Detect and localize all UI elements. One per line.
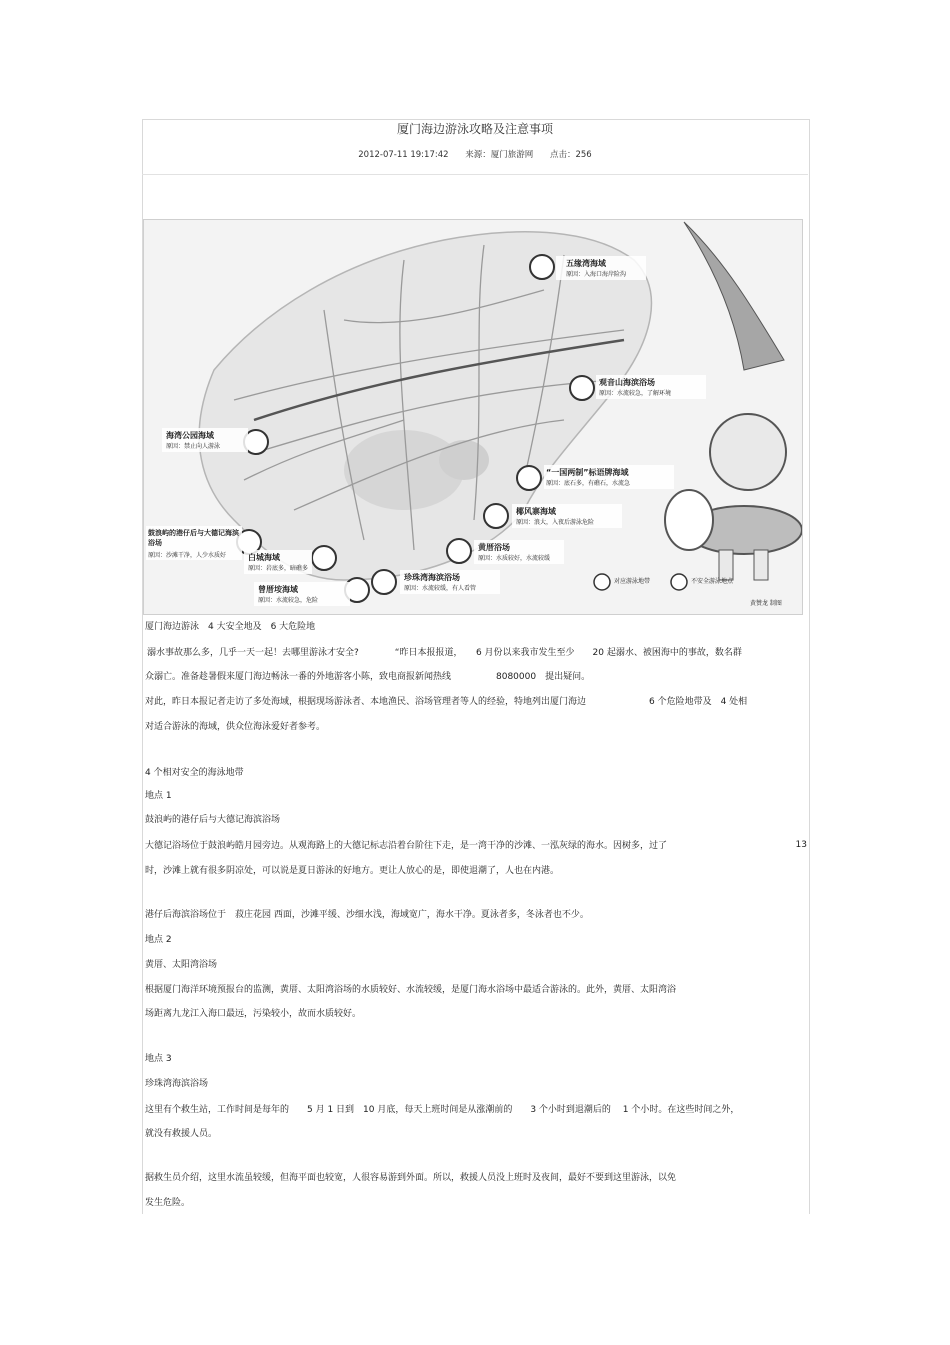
article-date: 2012-07-11 19:17:42 xyxy=(358,150,449,160)
map-sub-yiguoliangzhi: 原因：底石多，有礁石，水流急 xyxy=(546,480,631,487)
map-sub-haiwan: 原因：禁止向人游泳 xyxy=(166,443,221,450)
location-3-paragraph-1-line-1: 这里有个救生站，工作时间是每年的 5 月 1 日到 10 月底，每天上班时间是从涨潮前的 3 个小时到退潮后的 1 个小时。在这些时间之外， xyxy=(145,1105,740,1115)
location-2-paragraph-line-1: 根据厦门海洋环境预报台的监测，黄厝、太阳湾浴场的水质较好、水流较缓，是厦门海水浴场中最适合游泳的。此外，黄厝、太阳湾浴 xyxy=(145,985,677,995)
map-label-haiwan: 海湾公园海域 xyxy=(166,431,214,440)
map-sub-gulangyu: 原因：沙滩干净，人少水质好 xyxy=(148,552,227,559)
map-label-huangcuo: 黄厝浴场 xyxy=(478,543,510,552)
image-caption: 厦门海边游泳 4 大安全地及 6 大危险地 xyxy=(145,622,316,632)
map-label-gulangyu: 鼓浪屿的港仔后与大德记海滨浴场 xyxy=(148,529,239,547)
article-source: 来源：厦门旅游网 xyxy=(465,150,534,160)
location-3-paragraph-2-line-2: 发生危险。 xyxy=(145,1198,191,1208)
paragraph-2-line-1: 对此，昨日本报记者走访了多处海域，根据现场游泳者、本地渔民、浴场管理者等人的经验，特地列出厦门海边 6 个危险地带及 4 处相 xyxy=(145,697,748,707)
map-sub-yefengzhai: 原因：浪大，入夜后游泳危险 xyxy=(516,519,595,526)
header-divider xyxy=(142,174,808,175)
location-3-name: 珍珠湾海滨浴场 xyxy=(145,1079,209,1089)
map-label-wuyuan: 五缘湾海域 xyxy=(566,259,606,268)
article-meta xyxy=(142,148,808,160)
swimming-map-image xyxy=(143,219,803,615)
location-1-paragraph-1-line-1: 大德记浴场位于鼓浪屿皓月园旁边。从观海路上的大德记标志沿着台阶往下走，是一湾干净的沙滩、一泓灰绿的海水。因树多，过了 xyxy=(145,841,668,851)
map-legend-safe: 对应游泳地带 xyxy=(614,578,651,585)
map-credit: 黄赞龙 制图 xyxy=(750,600,782,607)
map-sub-guanyinshan: 原因：水流较急，了解环境 xyxy=(599,390,672,397)
paragraph-1-line-1: 溺水事故那么多，几乎一天一起！去哪里游泳才安全? “昨日本报报道， 6 月份以来我市发生至少 20 起溺水、被困海中的事故，数名群 xyxy=(147,648,742,658)
map-legend-danger: 不安全游泳地点 xyxy=(691,578,734,585)
map-label-yefengzhai: 椰风寨海域 xyxy=(516,507,556,516)
location-1-paragraph-1-line-2: 时，沙滩上就有很多阴凉处，可以说是夏日游泳的好地方。更让人放心的是，即使退潮了，人也在内港。 xyxy=(145,866,560,876)
map-sub-zhenzhuwan: 原因：水流较缓，有人看管 xyxy=(404,585,477,592)
map-sub-huangcuo: 原因：水质较好，水流较缓 xyxy=(478,555,551,562)
location-3-paragraph-2-line-1: 据救生员介绍，这里水流虽较缓，但海平面也较宽，人很容易游到外面。所以，救援人员没上班时及夜间，最好不要到这里游泳，以免 xyxy=(145,1173,677,1183)
paragraph-1-line-2: 众溺亡。准备趁暑假来厦门海边畅泳一番的外地游客小陈，致电商报新闻热线 8080000 提出疑问。 xyxy=(145,672,591,682)
location-3-paragraph-1-line-2: 就没有救援人员。 xyxy=(145,1129,218,1139)
location-1-label: 地点 1 xyxy=(145,791,172,801)
location-1-name: 鼓浪屿的港仔后与大德记海滨浴场 xyxy=(145,815,281,825)
map-label-yiguoliangzhi: “一国两制”标语牌海域 xyxy=(546,468,629,477)
location-1-number: 13 xyxy=(795,840,807,850)
location-2-label: 地点 2 xyxy=(145,935,172,945)
map-illustration xyxy=(144,220,802,614)
map-label-guanyinshan: 观音山海滨浴场 xyxy=(599,378,655,387)
location-1-paragraph-2: 港仔后海滨浴场位于 菽庄花园 西面，沙滩平缓、沙细水浅，海域宽广，海水干净。夏泳者多，冬泳者也不少。 xyxy=(145,910,589,920)
section-heading-safe: 4 个相对安全的海泳地带 xyxy=(145,768,244,778)
location-2-name: 黄厝、太阳湾浴场 xyxy=(145,960,218,970)
map-label-baicheng: 白城海域 xyxy=(248,553,280,562)
article-title: 厦门海边游泳攻略及注意事项 xyxy=(396,122,553,136)
location-2-paragraph-line-2: 场距离九龙江入海口最远，污染较小，故而水质较好。 xyxy=(145,1009,362,1019)
map-label-zhenzhuwan: 珍珠湾海滨浴场 xyxy=(404,573,460,582)
location-3-label: 地点 3 xyxy=(145,1054,172,1064)
map-sub-zengcuoan: 原因：水流较急，危险 xyxy=(258,597,319,604)
paragraph-2-line-2: 对适合游泳的海域，供众位海泳爱好者参考。 xyxy=(145,722,326,732)
map-label-zengcuoan: 曾厝垵海域 xyxy=(258,585,298,594)
map-sub-wuyuan: 原因：入海口海岸险沟 xyxy=(566,271,627,278)
map-sub-baicheng: 原因：岩底多，暗礁多 xyxy=(248,565,309,572)
article-clicks: 点击：256 xyxy=(549,150,592,160)
